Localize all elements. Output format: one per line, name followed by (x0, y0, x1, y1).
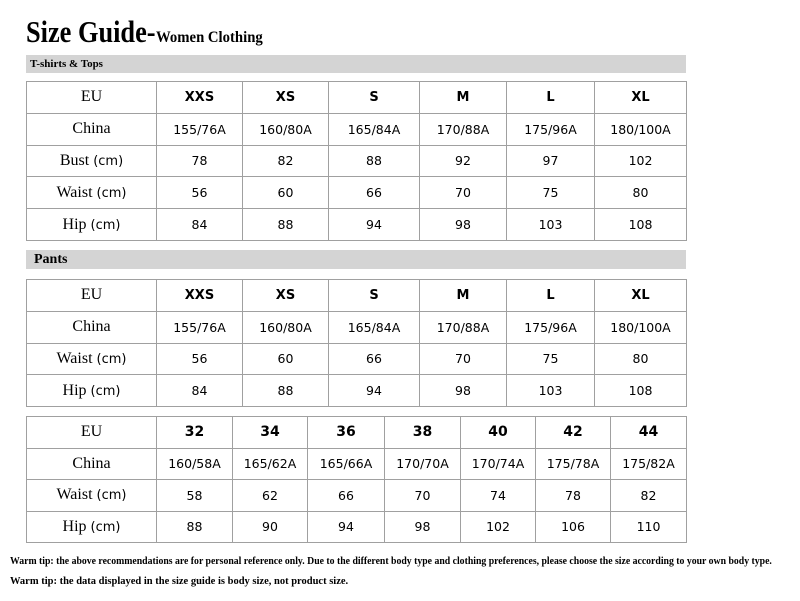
row-label-unit: (cm) (96, 488, 127, 504)
row-label-bust (27, 145, 157, 177)
size-header: XS (243, 280, 329, 312)
table-cell: 75 (507, 177, 595, 209)
table-cell: 60 (243, 343, 329, 375)
row-label-text: Hip (62, 517, 87, 535)
pants-size-table (26, 279, 687, 407)
row-label-text: Waist (56, 486, 93, 504)
row-label-waist (27, 480, 157, 512)
table-cell: 108 (595, 209, 687, 241)
row-label-unit: (cm) (96, 351, 127, 367)
section-header-pants: Pants (26, 250, 686, 269)
table-row (27, 511, 687, 543)
table-cell: 94 (308, 511, 385, 543)
table-cell: 175/96A (507, 311, 595, 343)
warm-tip-body-size: Warm tip: the data displayed in the size guide is body size, not product size. (10, 576, 349, 587)
table-row (27, 448, 687, 480)
size-header: 42 (536, 417, 611, 449)
table-cell: 88 (243, 209, 329, 241)
size-header: XXS (157, 280, 243, 312)
table-cell: 70 (385, 480, 461, 512)
table-cell: 94 (329, 375, 420, 407)
table-cell: 170/74A (461, 448, 536, 480)
tops-size-table (26, 81, 687, 241)
row-label-text: Bust (59, 151, 90, 169)
size-header: M (420, 82, 507, 114)
table-cell: 160/80A (243, 113, 329, 145)
table-cell: 170/88A (420, 113, 507, 145)
size-header: XXS (157, 82, 243, 114)
table-cell: 92 (420, 145, 507, 177)
row-label-text: Waist (56, 183, 93, 201)
table-cell: 84 (157, 209, 243, 241)
row-label-eu: EU (27, 417, 157, 449)
size-header: XS (243, 82, 329, 114)
table-cell: 66 (329, 343, 420, 375)
row-label-unit: (cm) (90, 217, 121, 233)
table-cell: 56 (157, 177, 243, 209)
row-label-china (27, 311, 157, 343)
table-cell: 165/84A (329, 311, 420, 343)
table-cell: 82 (243, 145, 329, 177)
table-cell: 97 (507, 145, 595, 177)
table-cell: 102 (461, 511, 536, 543)
row-label-china (27, 113, 157, 145)
row-label-waist (27, 177, 157, 209)
table-header-row (27, 82, 687, 114)
row-label-text: China (72, 454, 111, 472)
size-header: 36 (308, 417, 385, 449)
table-cell: 175/96A (507, 113, 595, 145)
table-cell: 80 (595, 177, 687, 209)
table-row (27, 177, 687, 209)
row-label-waist (27, 343, 157, 375)
row-label-hip (27, 511, 157, 543)
row-label-text: Hip (62, 215, 87, 233)
table-cell: 165/84A (329, 113, 420, 145)
table-cell: 170/70A (385, 448, 461, 480)
table-cell: 110 (611, 511, 687, 543)
table-cell: 102 (595, 145, 687, 177)
table-cell: 165/62A (233, 448, 308, 480)
table-row (27, 113, 687, 145)
table-header-row (27, 280, 687, 312)
table-cell: 180/100A (595, 311, 687, 343)
size-header: 34 (233, 417, 308, 449)
row-label-text: China (72, 120, 111, 138)
table-row (27, 375, 687, 407)
table-cell: 60 (243, 177, 329, 209)
table-cell: 94 (329, 209, 420, 241)
table-cell: 70 (420, 343, 507, 375)
table-cell: 80 (595, 343, 687, 375)
table-cell: 82 (611, 480, 687, 512)
row-label-unit: (cm) (90, 519, 121, 535)
table-cell: 175/82A (611, 448, 687, 480)
table-cell: 58 (157, 480, 233, 512)
row-label-text: Waist (56, 349, 93, 367)
size-header: 32 (157, 417, 233, 449)
section-header-tops: T-shirts & Tops (26, 55, 686, 73)
table-cell: 66 (308, 480, 385, 512)
table-cell: 62 (233, 480, 308, 512)
table-cell: 106 (536, 511, 611, 543)
table-cell: 165/66A (308, 448, 385, 480)
table-cell: 88 (243, 375, 329, 407)
row-label-unit: (cm) (93, 153, 124, 169)
table-cell: 88 (329, 145, 420, 177)
row-label-hip (27, 209, 157, 241)
row-label-eu: EU (27, 82, 157, 114)
table-cell: 155/76A (157, 113, 243, 145)
table-cell: 98 (385, 511, 461, 543)
row-label-hip (27, 375, 157, 407)
table-cell: 103 (507, 375, 595, 407)
table-row (27, 480, 687, 512)
table-cell: 103 (507, 209, 595, 241)
size-header: XL (595, 82, 687, 114)
table-cell: 78 (536, 480, 611, 512)
table-cell: 75 (507, 343, 595, 375)
size-header: 40 (461, 417, 536, 449)
title-subtitle: Women Clothing (156, 29, 264, 46)
table-row (27, 343, 687, 375)
table-row (27, 209, 687, 241)
size-header: L (507, 82, 595, 114)
table-header-row (27, 417, 687, 449)
table-cell: 160/58A (157, 448, 233, 480)
table-cell: 98 (420, 375, 507, 407)
title-main: Size Guide- (26, 14, 156, 49)
size-header: L (507, 280, 595, 312)
row-label-text: Hip (62, 381, 87, 399)
table-cell: 175/78A (536, 448, 611, 480)
row-label-unit: (cm) (96, 185, 127, 201)
table-cell: 78 (157, 145, 243, 177)
size-header: S (329, 280, 420, 312)
table-cell: 155/76A (157, 311, 243, 343)
table-cell: 74 (461, 480, 536, 512)
table-cell: 180/100A (595, 113, 687, 145)
warm-tip-reference: Warm tip: the above recommendations are for personal reference only. Due to the different body type and clothing preferences, please choose the size according to your own body type. (10, 556, 772, 567)
table-cell: 160/80A (243, 311, 329, 343)
size-header: S (329, 82, 420, 114)
table-row (27, 311, 687, 343)
size-header: 38 (385, 417, 461, 449)
size-header: XL (595, 280, 687, 312)
page-title (26, 14, 272, 50)
table-cell: 56 (157, 343, 243, 375)
table-cell: 70 (420, 177, 507, 209)
size-header: M (420, 280, 507, 312)
row-label-eu: EU (27, 280, 157, 312)
row-label-china (27, 448, 157, 480)
size-header: 44 (611, 417, 687, 449)
table-cell: 108 (595, 375, 687, 407)
table-cell: 66 (329, 177, 420, 209)
table-row (27, 145, 687, 177)
row-label-unit: (cm) (90, 383, 121, 399)
table-cell: 98 (420, 209, 507, 241)
table-cell: 84 (157, 375, 243, 407)
row-label-text: China (72, 318, 111, 336)
table-cell: 88 (157, 511, 233, 543)
table-cell: 170/88A (420, 311, 507, 343)
table-cell: 90 (233, 511, 308, 543)
numeric-size-table (26, 416, 687, 543)
